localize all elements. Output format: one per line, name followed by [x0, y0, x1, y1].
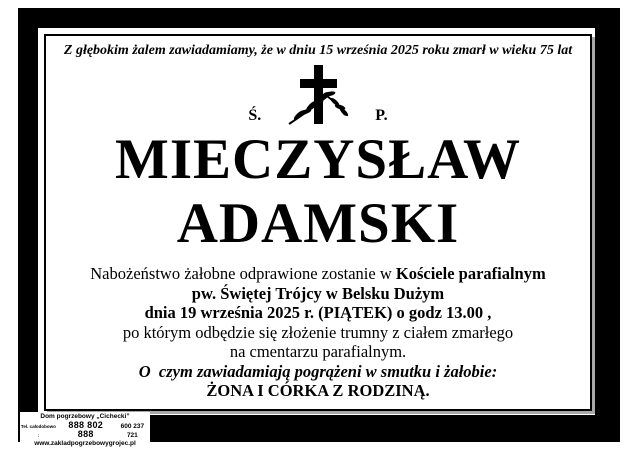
body-line-date-time: dnia 19 września 2025 r. (PIĄTEK) o godz 13.00 , [144, 303, 492, 322]
funeral-home-name: Dom pogrzebowy „Cichecki” [40, 412, 130, 420]
body-line-service-bold: Kościele parafialnym [395, 264, 546, 283]
body-line-cemetery: na cmentarzu parafialnym. [229, 342, 407, 361]
body-line-service-regular: Nabożeństwo żałobne odprawione zostanie w [90, 264, 396, 283]
cross-with-branch-icon [285, 64, 351, 126]
rip-row [46, 62, 590, 126]
body-line-burial: po którym odbędzie się złożenie trumny z ciałem zmarłego [122, 322, 514, 342]
intro-line: Z głębokim żalem zawiadamiamy, że w dniu 15 września 2025 roku zmarł w wieku 75 lat [63, 43, 573, 58]
rip-letter-right: P. [375, 107, 388, 124]
body-line-family: ŻONA I CÓRKA Z RODZINĄ. [206, 381, 430, 400]
phone-label: Tel. całodobowo : [20, 423, 56, 438]
body-line-mourners-intro: O czym zawiadamiają pogrążeni w smutku i żałobie: [138, 361, 498, 381]
phone-number-main: 888 802 888 [68, 419, 104, 439]
deceased-last-name: ADAMSKI [176, 192, 460, 255]
funeral-home-phones [20, 421, 150, 440]
deceased-first-name: MIECZYSŁAW [115, 128, 521, 191]
funeral-home-card [20, 412, 150, 448]
body-line-service [46, 264, 590, 284]
announcement-body [46, 264, 590, 401]
funeral-home-website: www.zakladpogrzebowygrojec.pl [34, 440, 136, 448]
deceased-name [46, 128, 590, 256]
announcement-box [44, 34, 592, 411]
body-line-church: pw. Świętej Trójcy w Belsku Dużym [191, 283, 445, 303]
rip-letter-left: Ś. [248, 107, 262, 124]
phone-number-secondary: 600 237 721 [120, 422, 145, 439]
